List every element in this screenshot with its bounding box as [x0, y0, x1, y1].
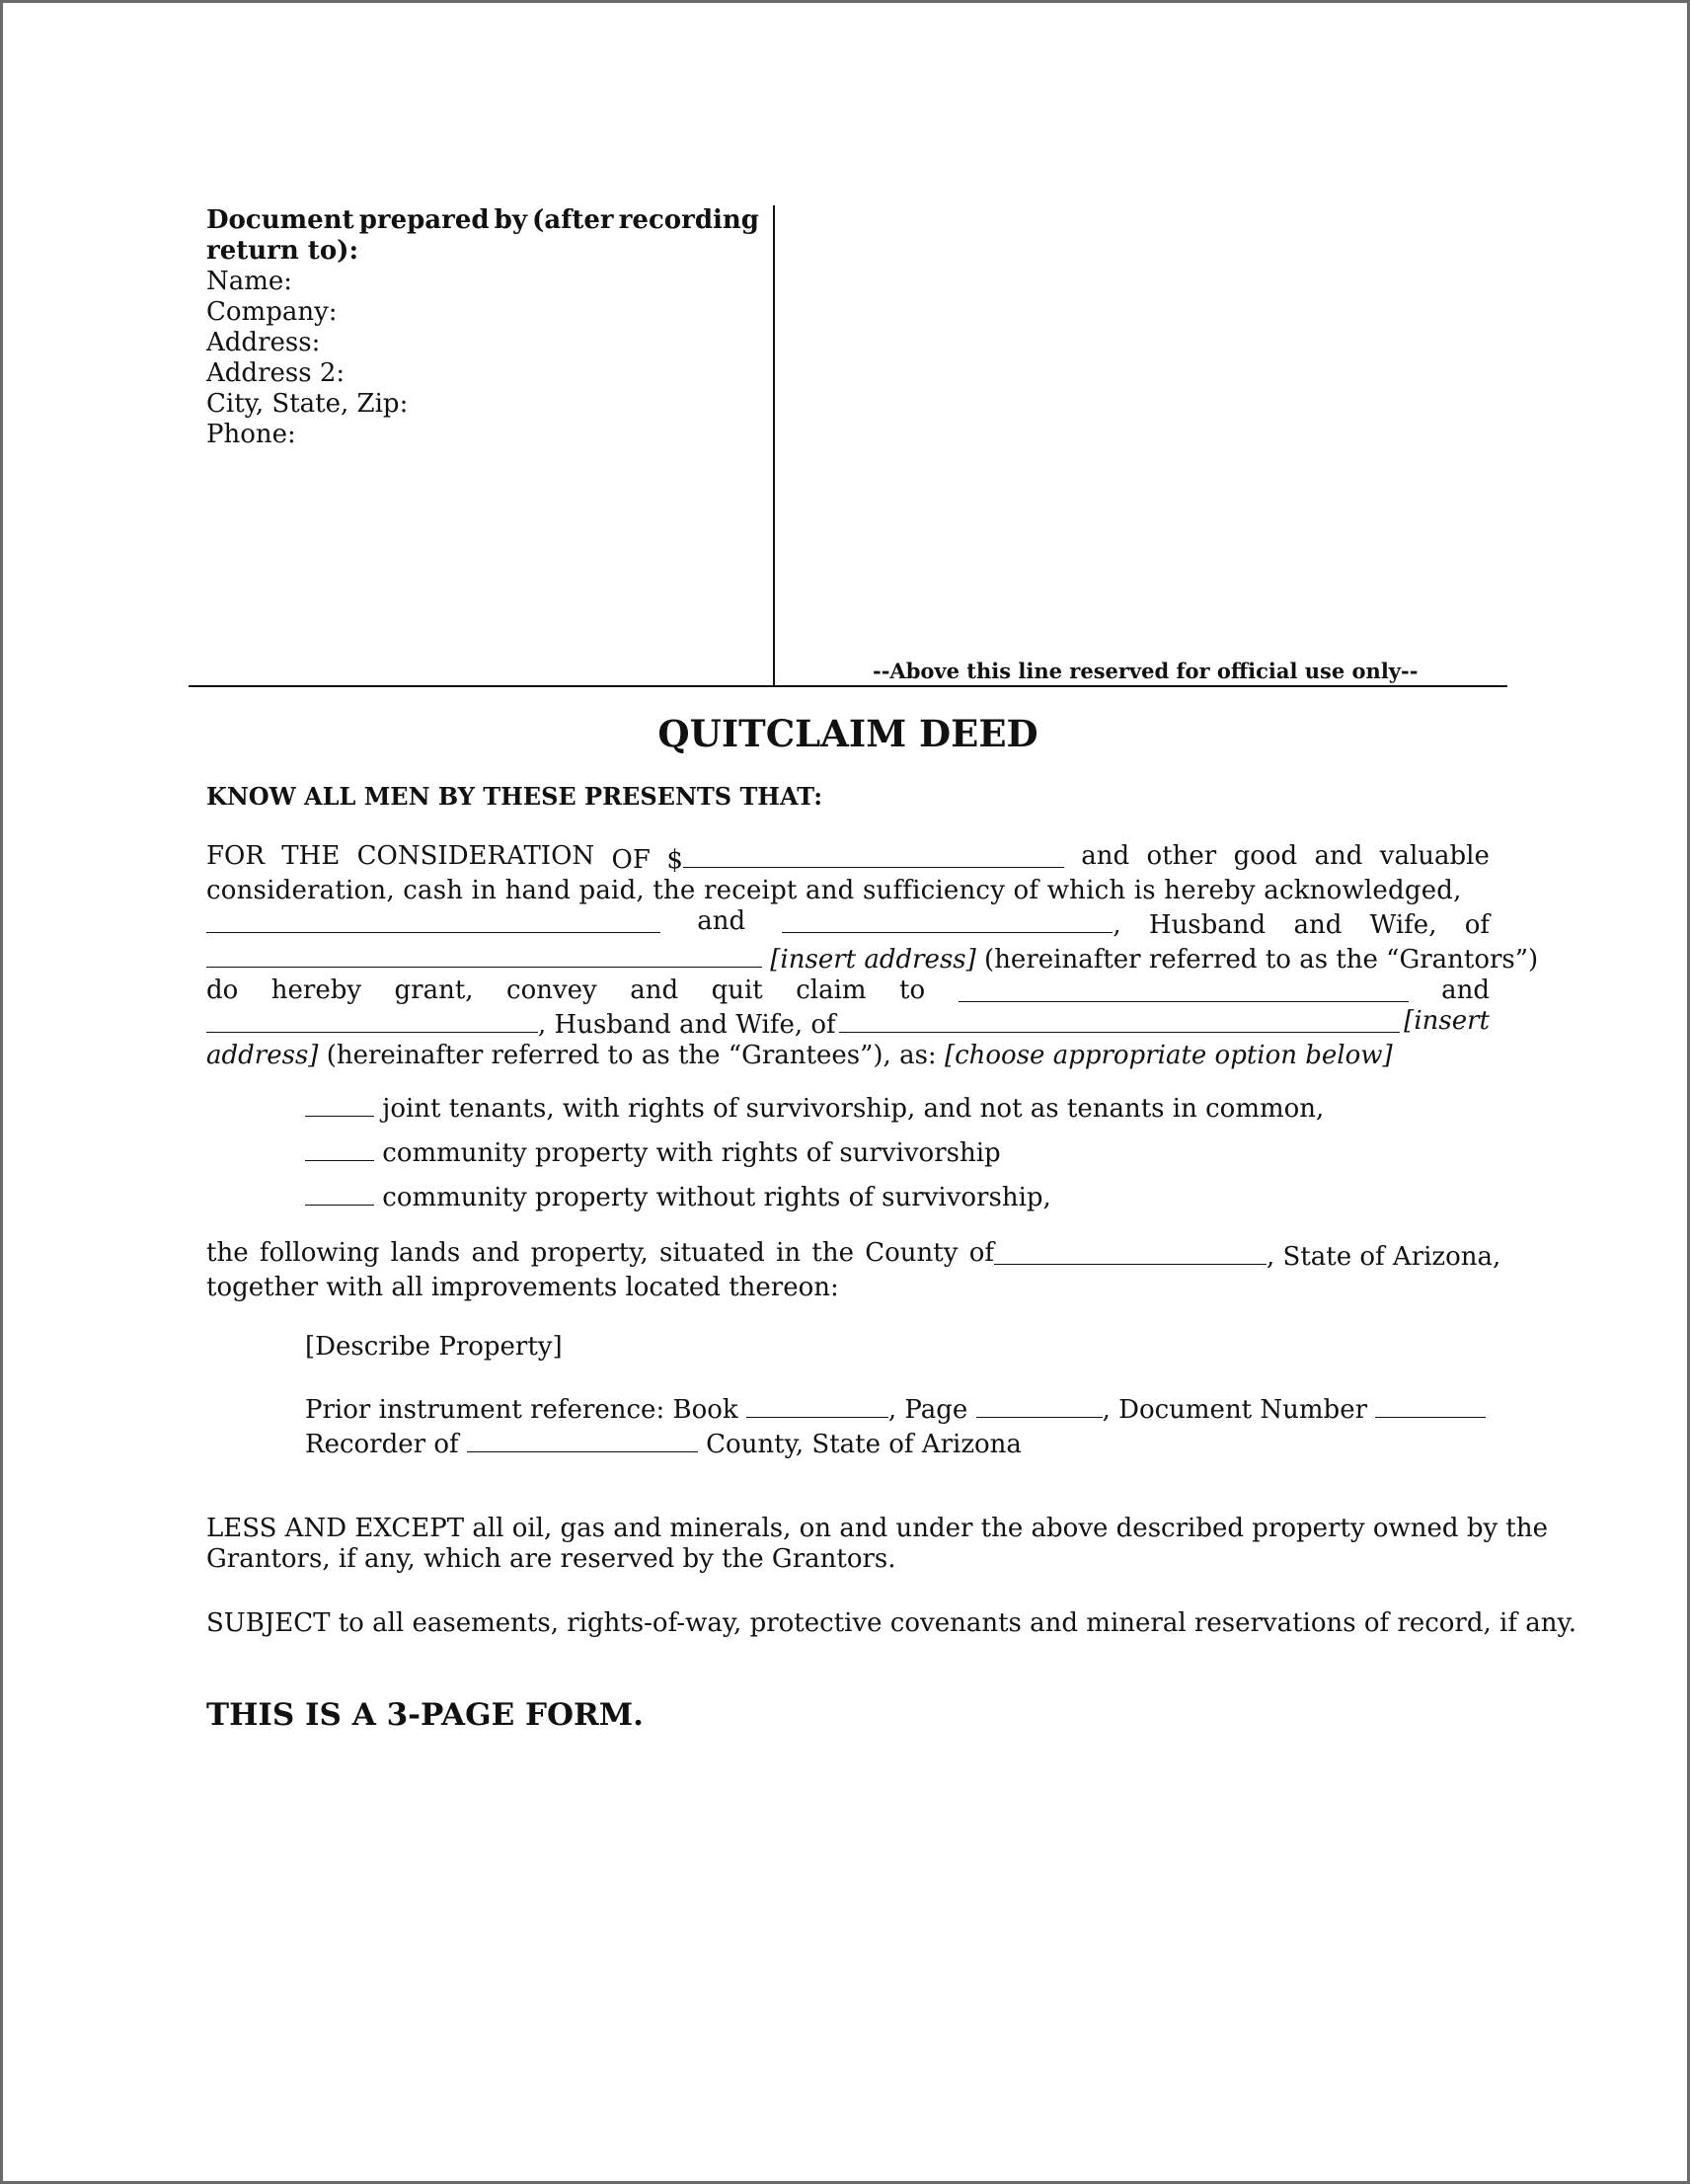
option-community-with-rights-blank[interactable]: [305, 1134, 374, 1161]
document-title: QUITCLAIM DEED: [657, 712, 1038, 755]
prepared-by-heading-line1: Document prepared by (after recording: [206, 205, 759, 235]
reserved-note: --Above this line reserved for official use only--: [873, 659, 1419, 683]
field-city-state-zip: City, State, Zip:: [206, 389, 409, 419]
grantor-1-blank[interactable]: [206, 906, 660, 933]
consideration-paragraph: [206, 841, 1539, 1071]
grantee-2-blank[interactable]: [206, 1006, 538, 1033]
prepared-by-block: [206, 205, 759, 450]
subject-paragraph: SUBJECT to all easements, rights-of-way, protective covenants and mineral reservations of record, if any.: [206, 1608, 1576, 1638]
option-community-without-rights-blank[interactable]: [305, 1179, 374, 1206]
option-community-without-rights: community property without rights of survivorship,: [305, 1176, 1324, 1220]
county-blank[interactable]: [994, 1238, 1267, 1265]
header-vertical-divider: [773, 205, 775, 686]
field-name: Name:: [206, 267, 293, 296]
prior-instrument: [305, 1391, 1486, 1460]
lands-line-2: together with all improvements located thereon:: [206, 1273, 839, 1302]
less-except-line-2: Grantors, if any, which are reserved by the Grantors.: [206, 1544, 896, 1574]
prior-instrument-line-2: Recorder of County, State of Arizona: [305, 1426, 1486, 1460]
field-phone: Phone:: [206, 420, 296, 449]
grantee-address-blank[interactable]: [839, 1006, 1400, 1033]
option-joint-tenants-blank[interactable]: [305, 1090, 374, 1117]
recorder-county-blank[interactable]: [467, 1426, 698, 1452]
book-blank[interactable]: [746, 1391, 888, 1418]
less-except-line-1: LESS AND EXCEPT all oil, gas and minerals, on and under the above described property owned by the: [206, 1514, 1548, 1543]
option-joint-tenants: joint tenants, with rights of survivorship, and not as tenants in common,: [305, 1087, 1324, 1131]
official-use-rule: [189, 685, 1507, 687]
grantor-address-blank[interactable]: [206, 941, 762, 968]
consideration-amount-blank[interactable]: [683, 841, 1064, 868]
lands-line-1: the following lands and property, situated in the County of , State of Arizona,: [206, 1238, 1501, 1272]
prior-instrument-line-1: Prior instrument reference: Book , Page , Document Number: [305, 1391, 1486, 1426]
lands-paragraph: [206, 1238, 1501, 1303]
field-address-2: Address 2:: [206, 358, 346, 388]
consideration-line-1: FOR THE CONSIDERATION OF $ and other good and valuable: [206, 841, 1490, 875]
consideration-line-4: [insert address] (hereinafter referred to as the “Grantors”): [206, 941, 1490, 975]
consideration-line-3: and , Husband and Wife, of: [206, 906, 1490, 941]
document-number-blank[interactable]: [1375, 1391, 1486, 1418]
describe-property: [Describe Property]: [305, 1332, 563, 1362]
page-blank[interactable]: [976, 1391, 1103, 1418]
consideration-line-6: , Husband and Wife, of [insert: [206, 1006, 1490, 1041]
consideration-line-2: consideration, cash in hand paid, the receipt and sufficiency of which is hereby acknowledged,: [206, 876, 1462, 905]
less-and-except-paragraph: [206, 1514, 1548, 1575]
option-community-with-rights: community property with rights of survivorship: [305, 1131, 1324, 1176]
prepared-by-heading-line2: return to):: [206, 236, 359, 266]
know-all-heading: KNOW ALL MEN BY THESE PRESENTS THAT:: [206, 782, 823, 811]
field-company: Company:: [206, 297, 338, 327]
consideration-line-7: address] (hereinafter referred to as the “Grantees”), as: [choose appropriate option below]: [206, 1041, 1393, 1070]
consideration-line-5: do hereby grant, convey and quit claim to and: [206, 975, 1490, 1005]
tenancy-options: [305, 1087, 1324, 1220]
three-page-form-note: THIS IS A 3-PAGE FORM.: [206, 1697, 644, 1733]
field-address: Address:: [206, 328, 321, 357]
grantor-2-blank[interactable]: [782, 906, 1113, 933]
grantee-1-blank[interactable]: [959, 975, 1409, 1002]
